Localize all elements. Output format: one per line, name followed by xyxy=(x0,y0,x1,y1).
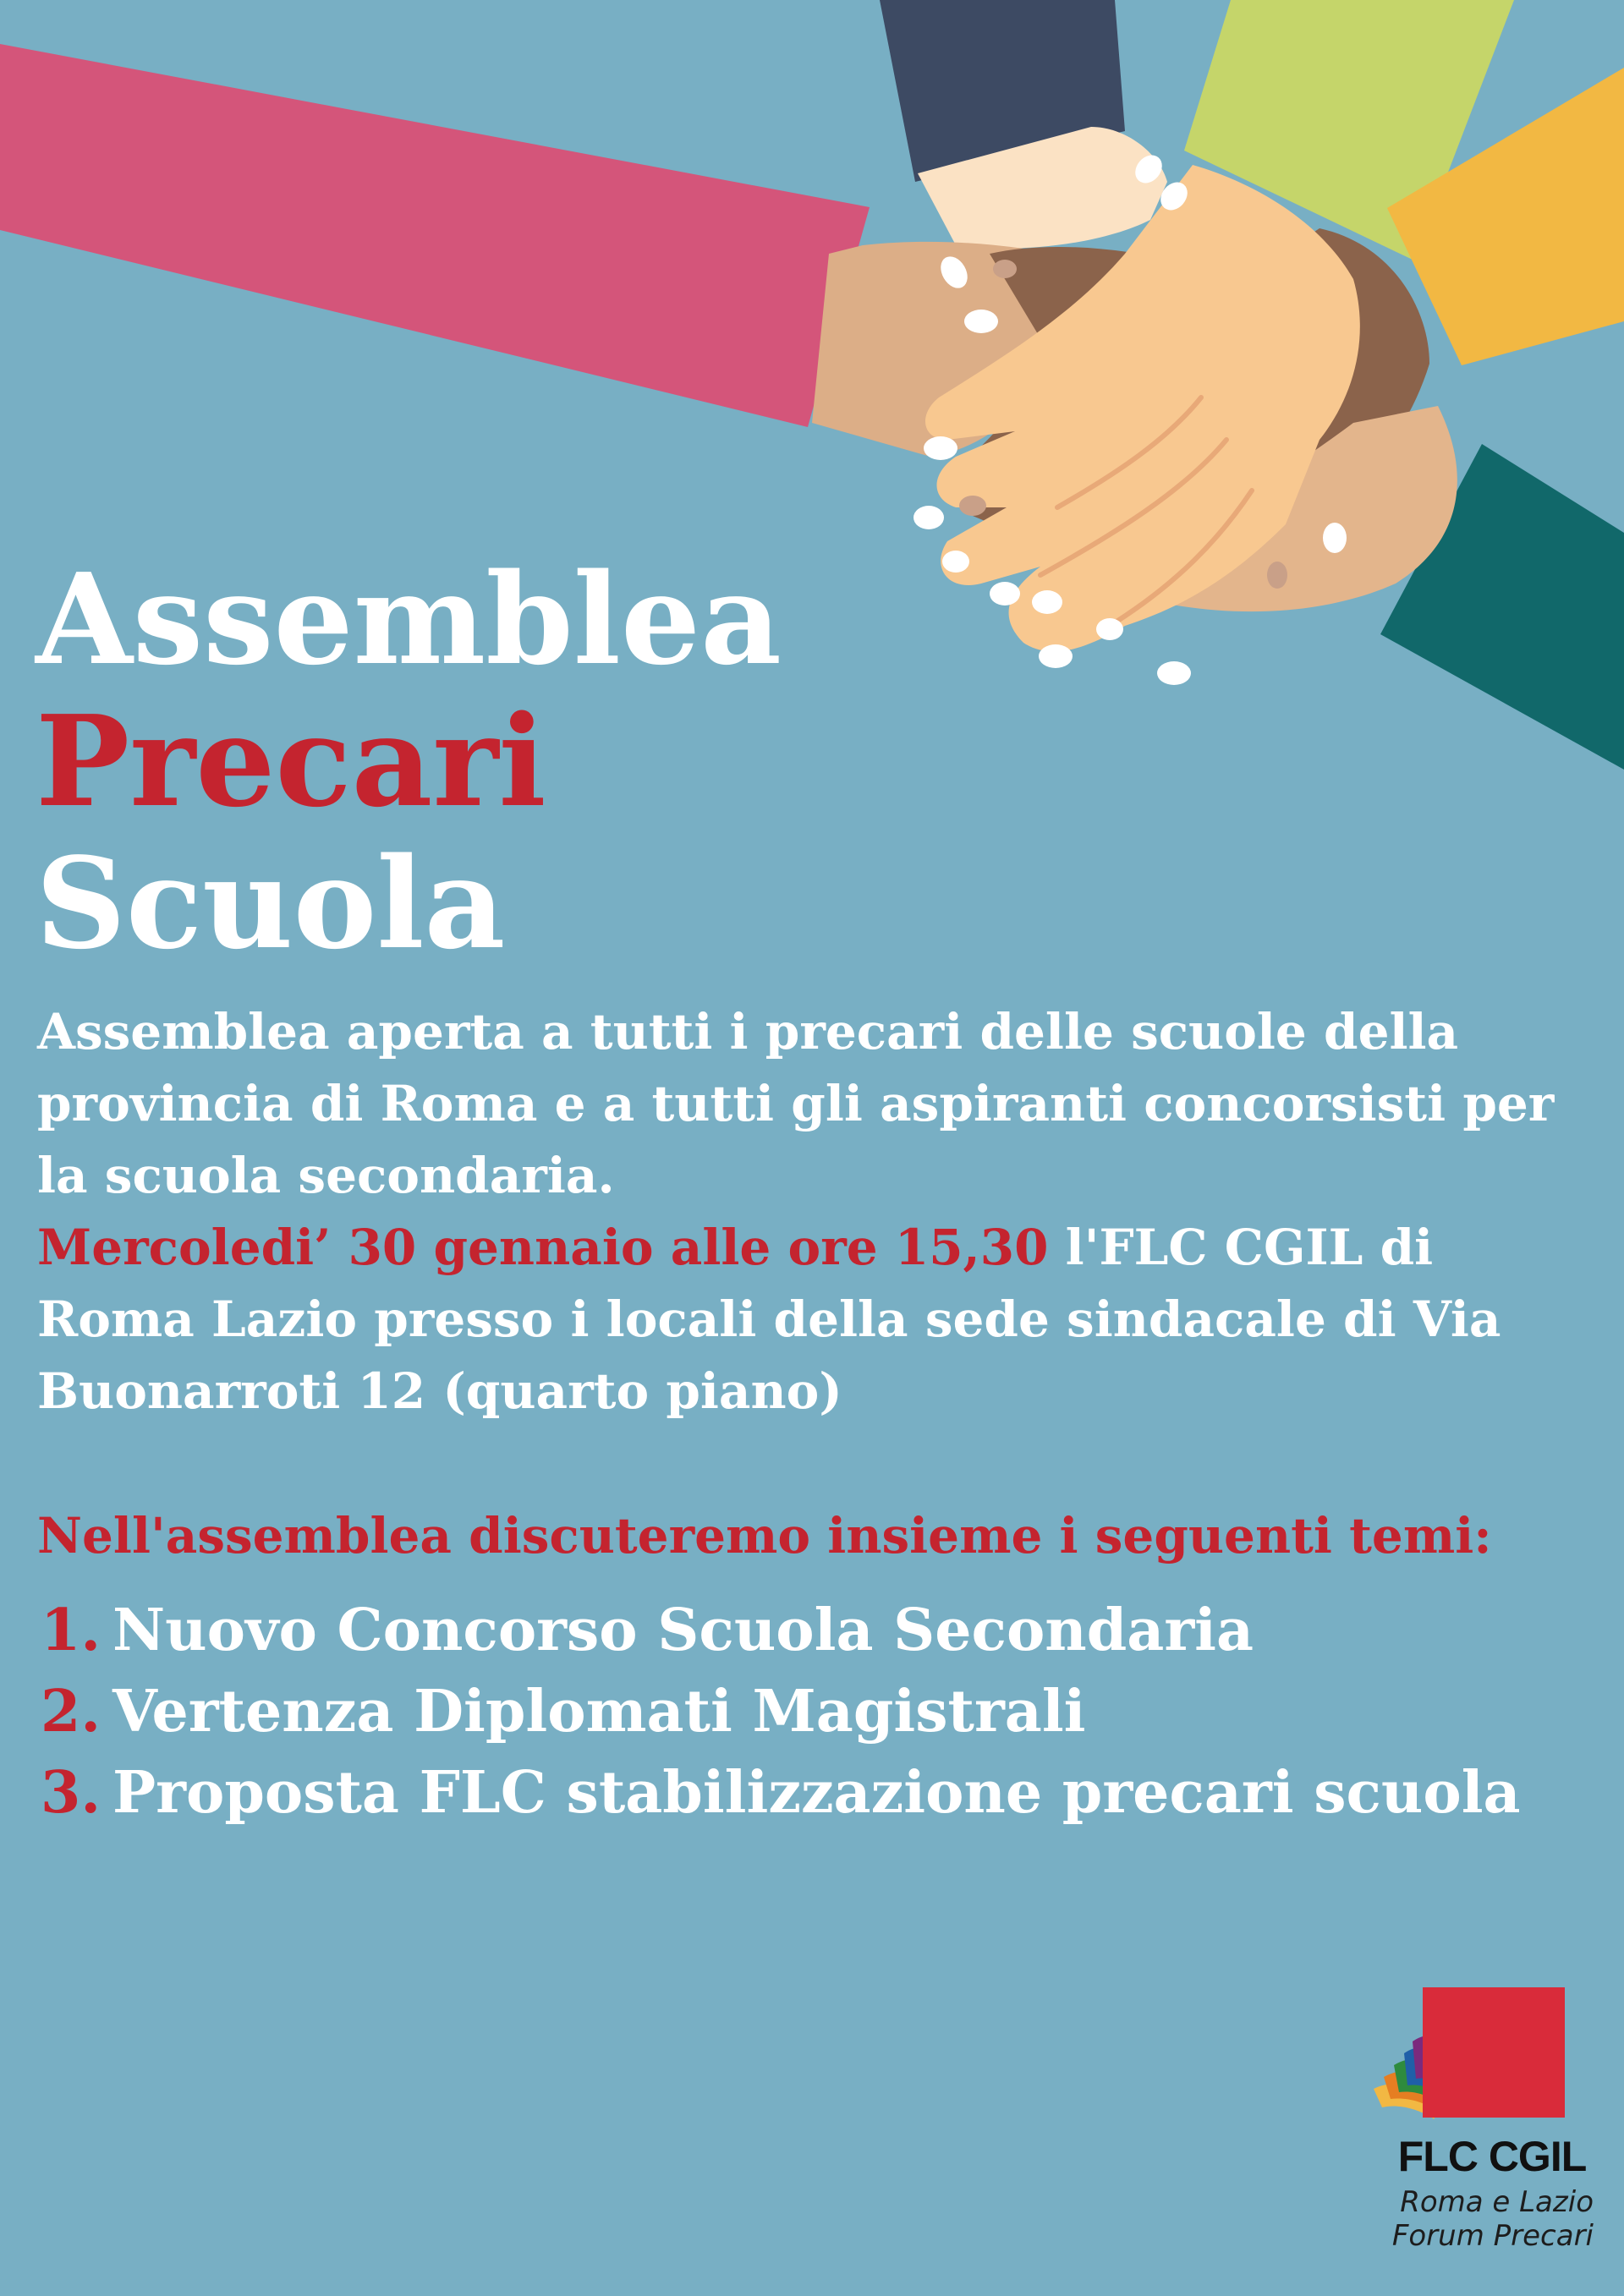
topic-text: Vertenza Diplomati Magistrali xyxy=(112,1678,1086,1745)
flc-cgil-logo xyxy=(1363,1984,1600,2263)
title-line-scuola: Scuola xyxy=(36,830,506,977)
intro-text: Assemblea aperta a tutti i precari delle scuole della provincia di Roma e a tutti gli aspiranti concorsisti per la scuola secondaria. xyxy=(37,1003,1555,1204)
topic-number: 2. xyxy=(41,1678,101,1745)
topic-text: Nuovo Concorso Scuola Secondaria xyxy=(112,1597,1254,1664)
topic-number: 3. xyxy=(41,1759,101,1827)
logo-name: FLC CGIL xyxy=(1397,2133,1587,2180)
topic-text: Proposta FLC stabilizzazione precari scuola xyxy=(112,1759,1521,1827)
topic-number: 1. xyxy=(41,1597,101,1664)
list-item xyxy=(41,1671,1521,1752)
intro-paragraph xyxy=(37,996,1594,1427)
page-title xyxy=(36,545,782,977)
meeting-location: l'FLC CGIL di Roma Lazio presso i locali della sede sindacale di Via Buonarroti 12 (quarto piano) xyxy=(37,1219,1501,1420)
list-item xyxy=(41,1752,1521,1833)
logo-subtitle-line1: Roma e Lazio xyxy=(1400,2185,1594,2219)
flc-cgil-logo-mark-icon xyxy=(1363,1984,1600,2128)
pink-sleeve xyxy=(0,44,870,427)
title-line-assemblea: Assemblea xyxy=(36,545,782,693)
topics-heading: Nell'assemblea discuteremo insieme i seguenti temi: xyxy=(37,1507,1492,1564)
meeting-date: Mercoledi’ 30 gennaio alle ore 15,30 xyxy=(37,1219,1049,1276)
logo-subtitle-line2: Forum Precari xyxy=(1391,2219,1594,2253)
list-item xyxy=(41,1590,1521,1671)
title-line-precari: Precari xyxy=(36,688,546,835)
topics-list xyxy=(41,1590,1521,1833)
logo-subtitle xyxy=(1363,2185,1594,2253)
